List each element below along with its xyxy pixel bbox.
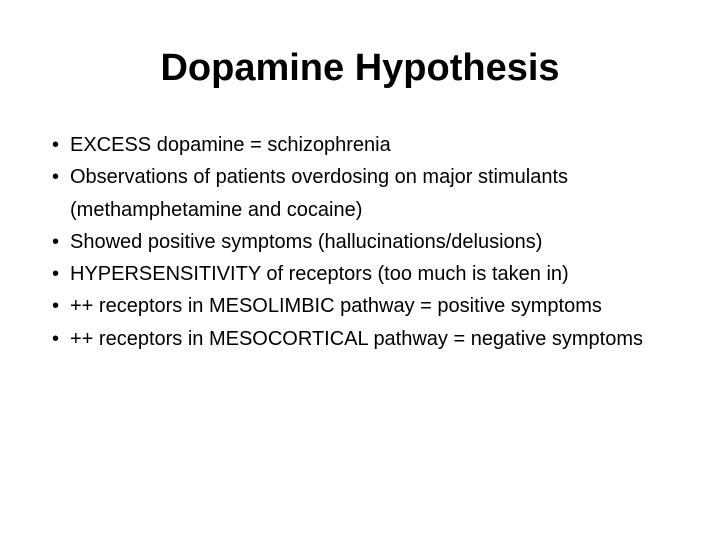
bullet-item (52, 226, 672, 258)
bullet-dot-icon: • (52, 166, 60, 189)
bullet-text: Showed positive symptoms (hallucinations/delusions) (70, 230, 543, 253)
bullet-text: EXCESS dopamine = schizophrenia (70, 134, 391, 156)
bullet-item (52, 290, 672, 322)
bullet-text: HYPERSENSITIVITY of receptors (too much is taken in) (70, 263, 569, 286)
bullet-dot-icon: • (52, 134, 60, 156)
bullet-item (52, 161, 672, 226)
bullet-dot-icon: • (52, 230, 60, 253)
bullet-dot-icon: • (52, 263, 60, 286)
bullet-text: Observations of patients overdosing on major stimulants (methamphetamine and cocaine) (70, 166, 569, 221)
bullet-dot-icon: • (52, 295, 60, 318)
slide-title: Dopamine Hypothesis (160, 47, 560, 89)
bullet-dot-icon: • (52, 327, 60, 350)
bullet-item (52, 258, 672, 290)
bullet-text: ++ receptors in MESOLIMBIC pathway = positive symptoms (70, 295, 602, 318)
bullet-item (52, 323, 672, 355)
bullet-text: ++ receptors in MESOCORTICAL pathway = negative symptoms (70, 327, 644, 350)
bullet-list (52, 129, 672, 355)
bullet-item (52, 129, 672, 161)
